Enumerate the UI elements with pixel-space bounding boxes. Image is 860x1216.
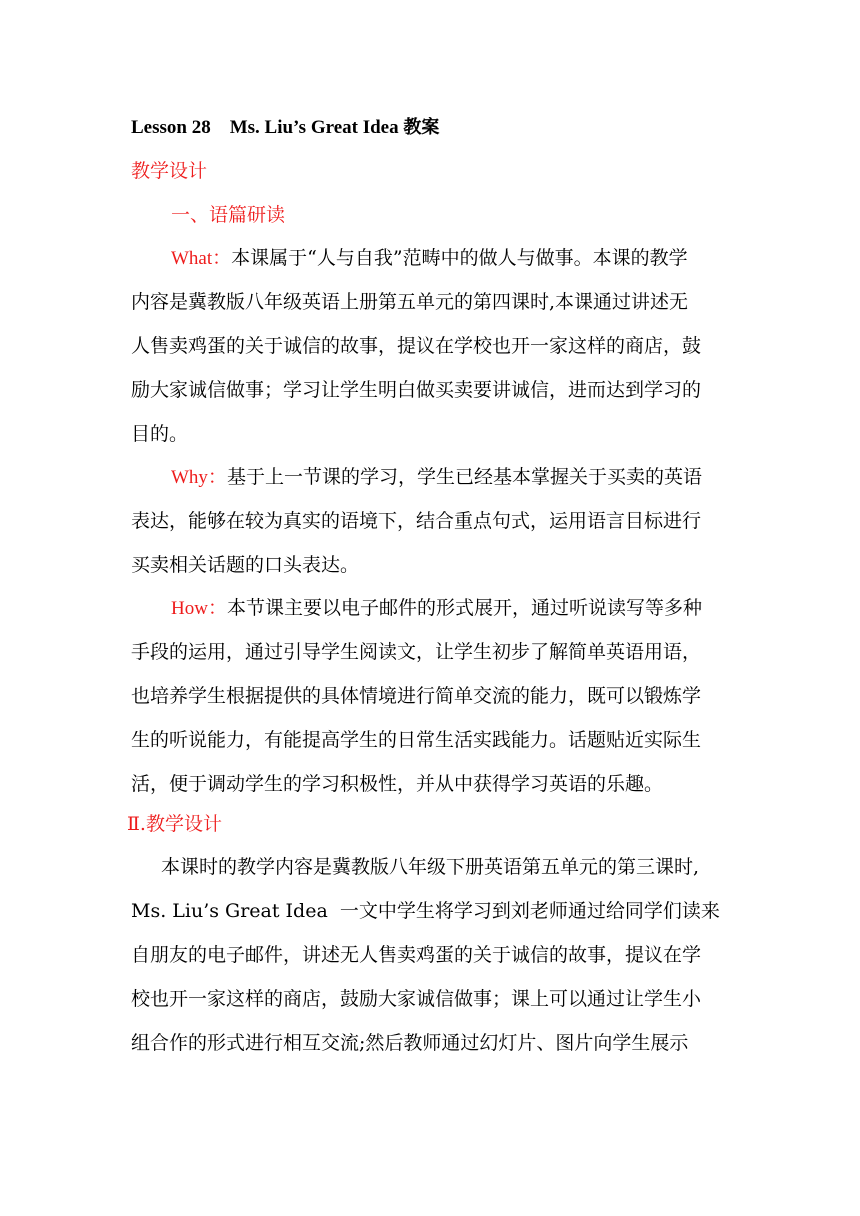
- paragraph-line: 目的。: [131, 423, 189, 445]
- section-heading-teaching-design-2: Ⅱ.教学设计: [127, 813, 222, 835]
- paragraph-why: [131, 460, 731, 582]
- paragraph-line: 生的听说能力，有能提高学生的日常生活实践能力。话题贴近实际生: [131, 729, 702, 751]
- paragraph-line: 活，便于调动学生的学习积极性，并从中获得学习英语的乐趣。: [131, 773, 664, 795]
- paragraph-line: How：本节课主要以电子邮件的形式展开，通过听说读写等多种: [171, 597, 702, 619]
- what-label: What：: [171, 248, 232, 269]
- paragraph-line: Why：基于上一节课的学习，学生已经基本掌握关于买卖的英语: [171, 466, 702, 488]
- paragraph-line: 买卖相关话题的口头表达。: [131, 554, 360, 576]
- title-chinese: 教案: [403, 117, 440, 138]
- paragraph-line: 手段的运用，通过引导学生阅读文，让学生初步了解简单英语用语，: [131, 641, 702, 663]
- paragraph-section2: [131, 850, 731, 1060]
- paragraph-how: [131, 591, 731, 801]
- paragraph-line: What：本课属于“人与自我”范畴中的做人与做事。本课的教学: [171, 247, 688, 269]
- title-english: Lesson 28 Ms. Liu’s Great Idea: [131, 117, 399, 138]
- section-heading-teaching-design: 教学设计: [131, 160, 208, 182]
- document-title: [131, 110, 731, 146]
- paragraph-line: 也培养学生根据提供的具体情境进行简单交流的能力，既可以锻炼学: [131, 685, 702, 707]
- paragraph-line: 组合作的形式进行相互交流;然后教师通过幻灯片、图片向学生展示: [131, 1032, 689, 1054]
- paragraph-what: [131, 241, 731, 451]
- paragraph-line: 内容是冀教版八年级英语上册第五单元的第四课时,本课通过讲述无: [131, 291, 689, 313]
- how-label: How：: [171, 598, 227, 619]
- subsection-heading-text-study: 一、语篇研读: [171, 204, 286, 226]
- paragraph-line: 励大家诚信做事；学习让学生明白做买卖要讲诚信，进而达到学习的: [131, 379, 702, 401]
- paragraph-line: 人售卖鸡蛋的关于诚信的故事，提议在学校也开一家这样的商店，鼓: [131, 335, 702, 357]
- paragraph-line: 表达，能够在较为真实的语境下，结合重点句式，运用语言目标进行: [131, 510, 702, 532]
- why-label: Why：: [171, 467, 227, 488]
- paragraph-line: 自朋友的电子邮件，讲述无人售卖鸡蛋的关于诚信的故事，提议在学: [131, 944, 702, 966]
- paragraph-line: 校也开一家这样的商店，鼓励大家诚信做事；课上可以通过让学生小: [131, 988, 702, 1010]
- paragraph-line: 本课时的教学内容是冀教版八年级下册英语第五单元的第三课时,: [161, 856, 700, 878]
- document-page: [127, 110, 731, 1060]
- paragraph-line: Ms. Liu’s Great Idea 一文中学生将学习到刘老师通过给同学们读来: [131, 900, 720, 922]
